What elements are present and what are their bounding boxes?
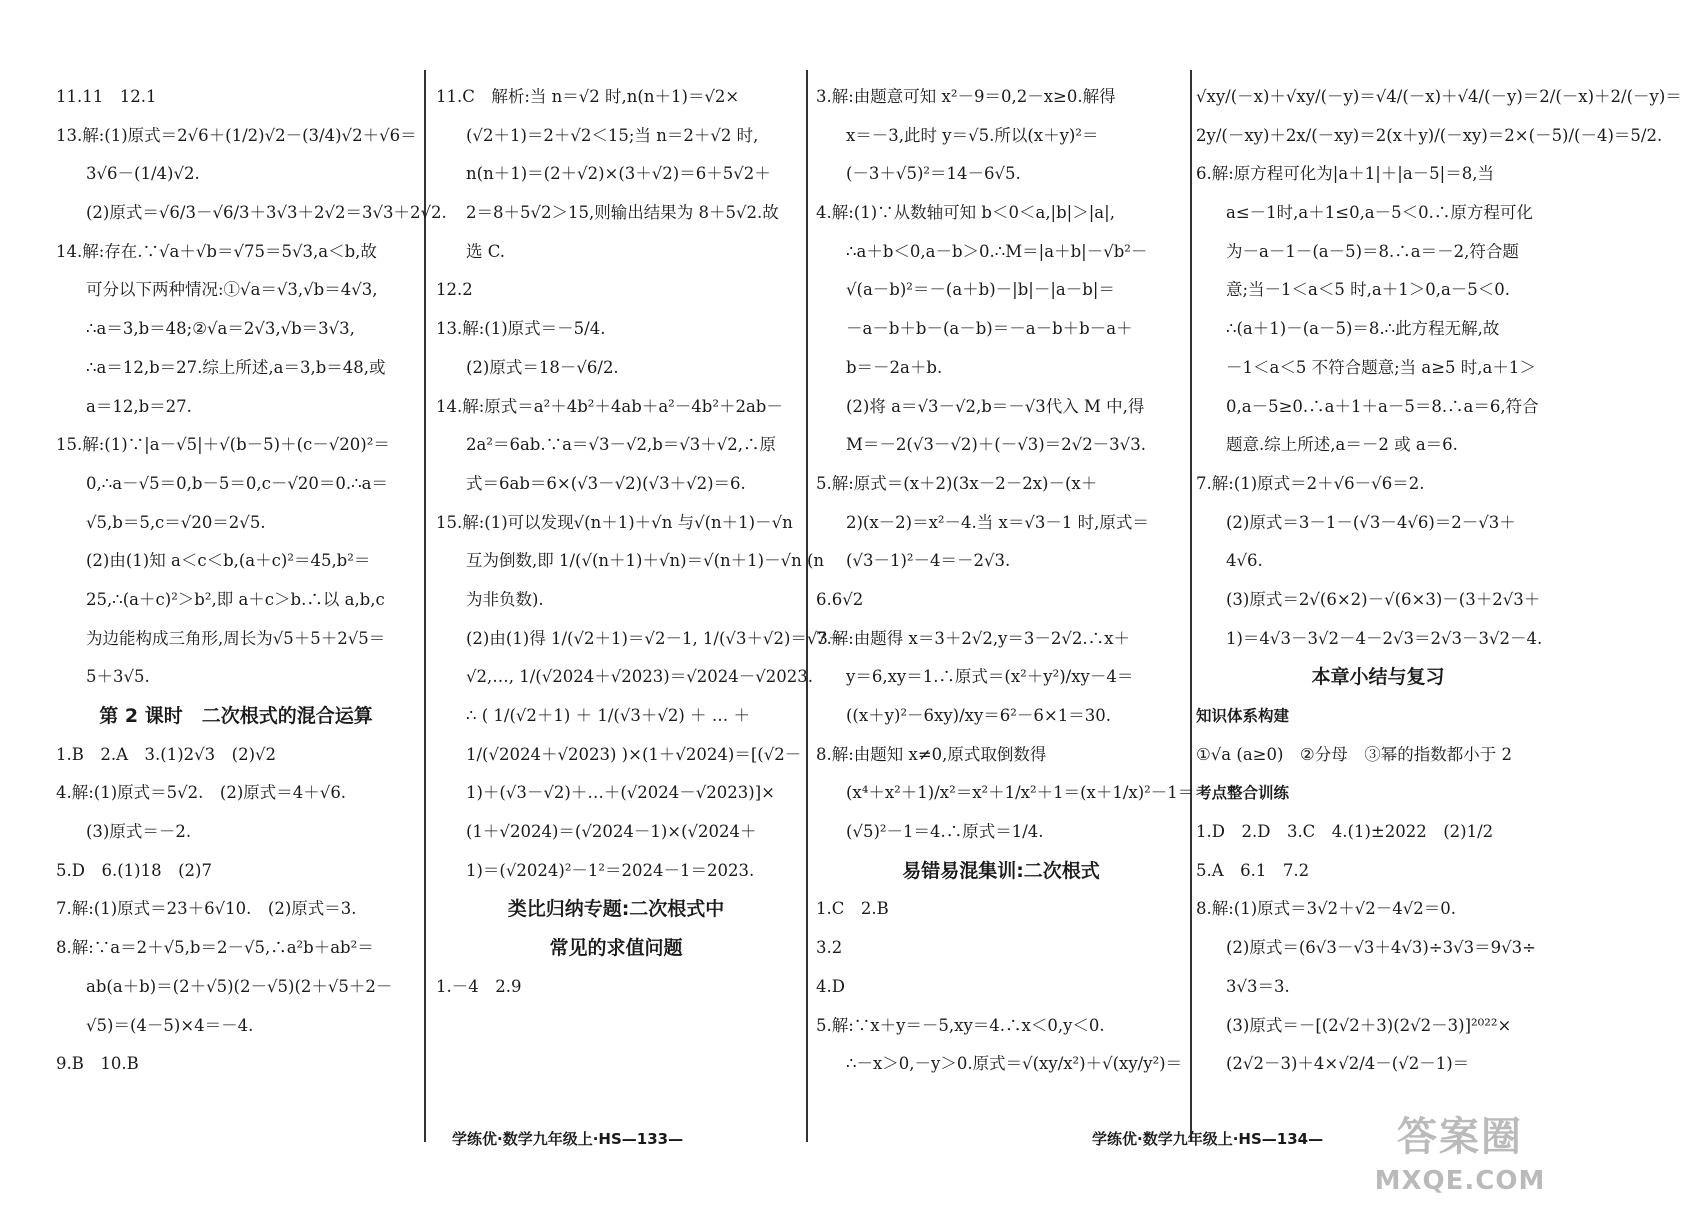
answer-line: 1.－4 2.9: [436, 976, 522, 996]
answer-line: 14.解:原式＝a²＋4b²＋4ab＋a²－4b²＋2ab－: [436, 396, 783, 416]
answer-line: 1)＝4√3－3√2－4－2√3＝2√3－3√2－4.: [1226, 628, 1543, 648]
answer-line: 12.2: [436, 280, 473, 300]
answer-line: 7.解:(1)原式＝23＋6√10. (2)原式＝3.: [56, 899, 357, 919]
answer-line: －1＜a＜5 不符合题意;当 a≥5 时,a＋1＞: [1226, 357, 1536, 377]
answer-line: 4.D: [816, 976, 845, 996]
answer-line: x＝－3,此时 y＝√5.所以(x＋y)²＝: [846, 125, 1099, 145]
answer-line: (3)原式＝2√(6×2)－√(6×3)－(3＋2√3＋: [1226, 589, 1541, 609]
answer-line: 为边能构成三角形,周长为√5＋5＋2√5＝: [86, 628, 386, 648]
answer-line: 1/(√2024＋√2023) )×(1＋√2024)＝[(√2－: [466, 744, 802, 764]
answer-line: √xy/(－x)＋√xy/(－y)＝√4/(－x)＋√4/(－y)＝2/(－x)＋2/(－y)＝: [1196, 87, 1682, 106]
answer-line: 0,a－5≥0.∴a＋1＋a－5＝8.∴a＝6,符合: [1226, 396, 1539, 416]
section-heading: 第 2 课时 二次根式的混合运算: [99, 705, 373, 727]
answer-line: (2)原式＝3－1－(√3－4√6)＝2－√3＋: [1226, 512, 1516, 532]
answer-line: 7.解:(1)原式＝2＋√6－√6＝2.: [1196, 473, 1425, 493]
answer-line: √2,…, 1/(√2024＋√2023)＝√2024－√2023.: [466, 667, 813, 687]
answer-line: 13.解:(1)原式＝－5/4.: [436, 319, 606, 339]
answer-line: 3√6－(1/4)√2.: [86, 164, 200, 184]
answer-line: 3.2: [816, 938, 843, 958]
answer-line: 8.解:∵a＝2＋√5,b＝2－√5,∴a²b＋ab²＝: [56, 938, 374, 958]
answer-line: 6.6√2: [816, 589, 864, 609]
answer-line: ∴a＋b＜0,a－b＞0.∴M＝|a＋b|－√b²－: [846, 241, 1148, 261]
answer-line: 2)(x－2)＝x²－4.当 x＝√3－1 时,原式＝: [846, 512, 1149, 532]
answer-line: 11.C 解析:当 n＝√2 时,n(n＋1)＝√2×: [436, 87, 740, 106]
section-heading: 易错易混集训:二次根式: [902, 859, 1100, 882]
answer-line: ∴a＝12,b＝27.综上所述,a＝3,b＝48,或: [86, 357, 386, 377]
answer-line: (2√2－3)＋4×√2/4－(√2－1)＝: [1226, 1054, 1470, 1074]
answer-line: 1.B 2.A 3.(1)2√3 (2)√2: [56, 744, 277, 764]
answer-line: ∴a＝3,b＝48;②√a＝2√3,√b＝3√3,: [86, 319, 355, 339]
answer-column-1: [56, 78, 447, 1136]
answer-line: 15.解:(1)可以发现√(n＋1)＋√n 与√(n＋1)－√n: [436, 512, 793, 532]
answer-column-3: [816, 78, 1195, 1136]
answer-line: y＝6,xy＝1.∴原式＝(x²＋y²)/xy－4＝: [846, 667, 1134, 687]
answer-line: 8.解:由题知 x≠0,原式取倒数得: [816, 744, 1047, 764]
answer-line: 7.解:由题得 x＝3＋2√2,y＝3－2√2.∴x＋: [816, 628, 1130, 648]
answer-line: b＝－2a＋b.: [846, 357, 943, 377]
section-subheading: 知识体系构建: [1196, 707, 1290, 725]
answer-line: (2)原式＝(6√3－√3＋4√3)÷3√3＝9√3÷: [1226, 938, 1536, 958]
answer-line: 5＋3√5.: [86, 667, 150, 687]
answer-line: (2)原式＝√6/3－√6/3＋3√3＋2√2＝3√3＋2√2.: [86, 203, 447, 223]
answer-line: 15.解:(1)∵|a－√5|＋√(b－5)＋(c－√20)²＝: [56, 435, 390, 455]
answer-line: 5.解:原式＝(x＋2)(3x－2－2x)－(x＋: [816, 473, 1098, 493]
answer-line: 2＝8＋5√2＞15,则输出结果为 8＋5√2.故: [466, 203, 779, 223]
answer-line: 4.解:(1)原式＝5√2. (2)原式＝4＋√6.: [56, 783, 347, 803]
answer-line: (√3－1)²－4＝－2√3.: [846, 551, 1011, 571]
answer-line: 1.C 2.B: [816, 899, 889, 919]
answer-line: 式＝6ab＝6×(√3－√2)(√3＋√2)＝6.: [466, 473, 746, 493]
answer-line: a＝12,b＝27.: [86, 396, 192, 416]
answer-line: (x⁴＋x²＋1)/x²＝x²＋1/x²＋1＝(x＋1/x)²－1＝: [846, 783, 1195, 803]
answer-line: (2)由(1)得 1/(√2＋1)＝√2－1, 1/(√3＋√2)＝√3－: [466, 628, 845, 648]
answer-line: 25,∴(a＋c)²＞b²,即 a＋c＞b.∴以 a,b,c: [86, 589, 385, 609]
answer-line: 互为倒数,即 1/(√(n＋1)＋√n)＝√(n＋1)－√n (n: [466, 551, 825, 571]
answer-line: ∴ ( 1/(√2＋1) ＋ 1/(√3＋√2) ＋ … ＋: [466, 706, 751, 725]
section-heading: 常见的求值问题: [549, 937, 683, 960]
answer-line: n(n＋1)＝(2＋√2)×(3＋√2)＝6＋5√2＋: [466, 164, 771, 184]
answer-line: 题意.综上所述,a＝－2 或 a＝6.: [1226, 435, 1458, 455]
answer-line: 5.A 6.1 7.2: [1196, 860, 1310, 880]
answer-line: －a－b＋b－(a－b)＝－a－b＋b－a＋: [846, 319, 1133, 339]
answer-line: 1.D 2.D 3.C 4.(1)±2022 (2)1/2: [1196, 822, 1494, 842]
column-divider: [1190, 70, 1192, 1142]
answer-line: 5.解:∵x＋y＝－5,xy＝4.∴x＜0,y＜0.: [816, 1015, 1105, 1035]
answer-line: a≤－1时,a＋1≤0,a－5＜0.∴原方程可化: [1226, 203, 1533, 223]
answer-line: 意;当－1＜a＜5 时,a＋1＞0,a－5＜0.: [1226, 280, 1511, 300]
answer-line: 为非负数).: [466, 589, 544, 609]
answer-line: 1)＋(√3－√2)＋…＋(√2024－√2023)]×: [466, 783, 775, 803]
answer-column-4: [1196, 78, 1682, 1136]
watermark-url: MXQE.COM: [1374, 1166, 1546, 1196]
watermark-logo: 答案圈: [1397, 1114, 1523, 1160]
answer-line: (√2＋1)＝2＋√2＜15;当 n＝2＋√2 时,: [466, 125, 759, 145]
answer-line: 13.解:(1)原式＝2√6＋(1/2)√2－(3/4)√2＋√6＝: [56, 125, 417, 145]
answer-line: 选 C.: [466, 241, 506, 261]
section-heading: 类比归纳专题:二次根式中: [507, 898, 725, 921]
column-divider: [806, 70, 808, 1142]
page-footer-right: 学练优·数学九年级上·HS—134—: [1092, 1130, 1324, 1148]
answer-line: 4.解:(1)∵从数轴可知 b＜0＜a,|b|＞|a|,: [816, 203, 1115, 223]
answer-line: (2)将 a＝√3－√2,b＝－√3代入 M 中,得: [846, 396, 1145, 416]
answer-line: (√5)²－1＝4.∴原式＝1/4.: [846, 822, 1044, 842]
answer-line: 9.B 10.B: [56, 1054, 139, 1074]
answer-line: 4√6.: [1226, 551, 1263, 571]
answer-line: (1＋√2024)＝(√2024－1)×(√2024＋: [466, 822, 757, 842]
answer-line: 为－a－1－(a－5)＝8.∴a＝－2,符合题: [1226, 241, 1519, 261]
answer-line: 8.解:(1)原式＝3√2＋√2－4√2＝0.: [1196, 899, 1456, 919]
answer-line: ∴(a＋1)－(a－5)＝8.∴此方程无解,故: [1226, 319, 1500, 339]
answer-line: (3)原式＝－[(2√2＋3)(2√2－3)]²⁰²²×: [1226, 1015, 1512, 1035]
answer-line: 2y/(－xy)＋2x/(－xy)＝2(x＋y)/(－xy)＝2×(－5)/(－4)＝5/2.: [1196, 125, 1663, 145]
watermark: [1360, 1108, 1560, 1208]
answer-line: 0,∴a－√5＝0,b－5＝0,c－√20＝0.∴a＝: [86, 473, 388, 493]
answer-line: 6.解:原方程可化为|a＋1|＋|a－5|＝8,当: [1196, 164, 1494, 184]
answer-line: (2)由(1)知 a＜c＜b,(a＋c)²＝45,b²＝: [86, 551, 371, 571]
section-heading: 本章小结与复习: [1311, 666, 1445, 689]
answer-line: 2a²＝6ab.∵a＝√3－√2,b＝√3＋√2,∴原: [466, 435, 777, 455]
answer-line: (3)原式＝－2.: [86, 822, 192, 842]
answer-line: √5)＝(4－5)×4＝－4.: [86, 1015, 254, 1035]
answer-line: (－3＋√5)²＝14－6√5.: [846, 164, 1021, 184]
answer-line: 3.解:由题意可知 x²－9＝0,2－x≥0.解得: [816, 87, 1116, 106]
answer-line: ①√a (a≥0) ②分母 ③幂的指数都小于 2: [1196, 744, 1512, 764]
answer-line: √5,b＝5,c＝√20＝2√5.: [86, 512, 266, 532]
answer-line: 14.解:存在.∵√a＋√b＝√75＝5√3,a＜b,故: [56, 241, 377, 261]
answer-line: ∴－x＞0,－y＞0.原式＝√(xy/x²)＋√(xy/y²)＝: [846, 1054, 1183, 1074]
answer-line: 可分以下两种情况:①√a＝√3,√b＝4√3,: [86, 280, 378, 300]
answer-line: 3√3＝3.: [1226, 976, 1290, 996]
answer-line: 1)＝(√2024)²－1²＝2024－1＝2023.: [466, 860, 755, 880]
answer-line: 5.D 6.(1)18 (2)7: [56, 860, 212, 880]
page-footer-left: 学练优·数学九年级上·HS—133—: [452, 1130, 684, 1148]
answer-line: √(a－b)²＝－(a＋b)－|b|－|a－b|＝: [846, 280, 1115, 300]
answer-line: ((x＋y)²－6xy)/xy＝6²－6×1＝30.: [846, 706, 1111, 725]
answer-line: (2)原式＝18－√6/2.: [466, 357, 619, 377]
answer-line: M＝－2(√3－√2)＋(－√3)＝2√2－3√3.: [846, 435, 1146, 455]
answer-line: 11.11 12.1: [56, 87, 157, 106]
answer-line: ab(a＋b)＝(2＋√5)(2－√5)(2＋√5＋2－: [86, 976, 393, 996]
section-subheading: 考点整合训练: [1196, 784, 1290, 803]
